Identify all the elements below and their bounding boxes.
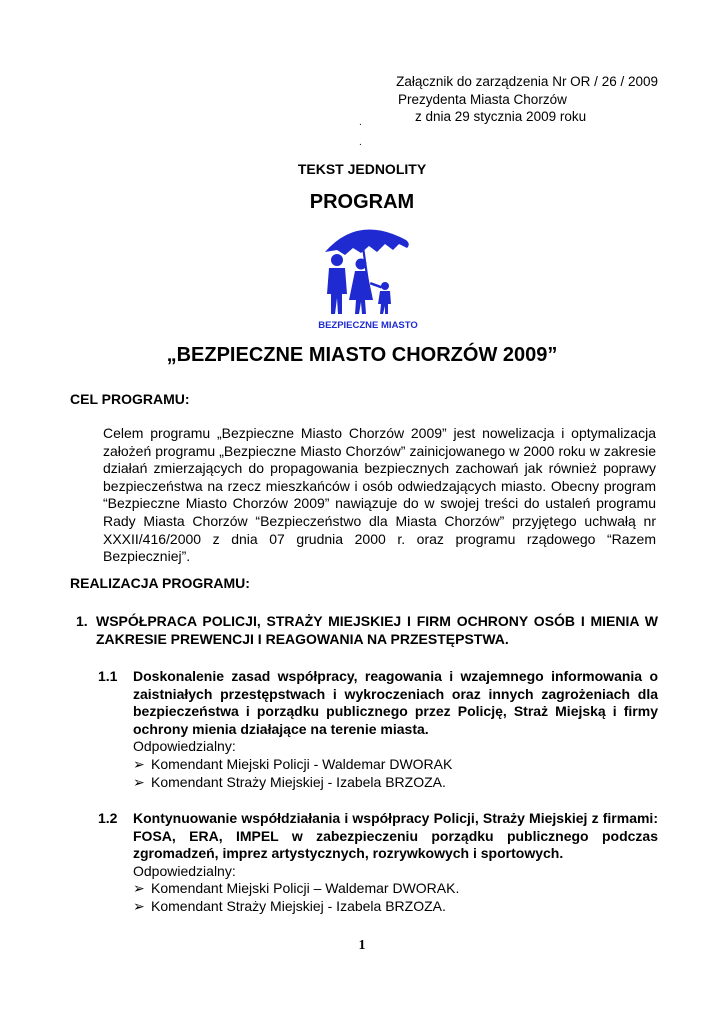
subitem-1-1-responsible-label: Odpowiedzialny: — [133, 738, 236, 755]
responsible-person: Komendant Straży Miejskiej - Izabela BRZOZA. — [151, 773, 446, 790]
arrow-bullet-icon: ➢ — [133, 897, 145, 914]
annex-reference — [340, 73, 658, 126]
stray-dot-2: . — [359, 137, 362, 148]
subitem-1-2-responsible-label: Odpowiedzialny: — [133, 862, 236, 879]
subitem-1-2-text: Kontynuowanie współdziałania i współpracy Policji, Straży Miejskiej z firmami: FOSA, ERA, IMPEL w zabezpieczeniu porządku publicznego podczas zgromadzeń, imprez artystycznych, rozrywkowych i sportowych. — [133, 810, 658, 862]
list-item — [133, 898, 658, 916]
program-title: „BEZPIECZNE MIASTO CHORZÓW 2009” — [166, 344, 558, 366]
adult-left-head — [331, 254, 343, 266]
logo-caption: BEZPIECZNE MIASTO — [318, 320, 418, 331]
annex-line-1: Załącznik do zarządzenia Nr OR / 26 / 2009 — [396, 74, 658, 89]
arrow-bullet-icon: ➢ — [133, 880, 145, 897]
adult-right-head — [356, 259, 367, 270]
subitem-1-1-responsible-list — [133, 756, 658, 791]
adult-left-body — [327, 268, 347, 314]
subitem-1-1-text: Doskonalenie zasad współpracy, reagowania i wzajemnego informowania o zaistniałych przestępstwach i wykroczeniach oraz innych zagrożeniach dla bezpieczeństwa i porządku publicznego przez Policję, Straż Miejską i firmy ochrony mienia działające na terenie miasta. — [133, 668, 658, 737]
responsible-person: Komendant Miejski Policji - Waldemar DWORAK — [151, 755, 453, 772]
subitem-1-2-number: 1.2 — [98, 810, 118, 826]
realization-item-1 — [76, 613, 658, 648]
responsible-person: Komendant Straży Miejskiej - Izabela BRZOZA. — [151, 897, 446, 914]
annex-line-3: z dnia 29 stycznia 2009 roku — [415, 109, 587, 124]
document-subtitle: TEKST JEDNOLITY — [297, 161, 427, 177]
bezpieczne-miasto-logo — [303, 222, 433, 334]
responsible-person: Komendant Miejski Policji – Waldemar DWORAK. — [151, 880, 460, 897]
umbrella-family-icon — [303, 222, 433, 334]
holding-hands — [370, 282, 382, 288]
subitem-1-1-number: 1.1 — [98, 668, 118, 684]
page-number: 1 — [358, 938, 366, 953]
umbrella-canopy — [325, 229, 409, 255]
list-item — [133, 774, 658, 792]
stray-dot-1: . — [359, 117, 362, 128]
realization-subitem-1-2 — [98, 810, 658, 916]
item-1-text: WSPÓŁPRACA POLICJI, STRAŻY MIEJSKIEJ I FIRM OCHRONY OSÓB I MIENIA W ZAKRESIE PREWENCJI I REAGOWANIA NA PRZESTĘPSTWA. — [96, 613, 658, 647]
child-head — [381, 282, 389, 290]
arrow-bullet-icon: ➢ — [133, 773, 145, 790]
realization-subitem-1-1 — [98, 668, 658, 791]
list-item — [133, 880, 658, 898]
child-body — [378, 291, 391, 314]
document-heading: PROGRAM — [309, 191, 415, 213]
adult-right-body — [349, 271, 373, 314]
arrow-bullet-icon: ➢ — [133, 755, 145, 772]
annex-line-2: Prezydenta Miasta Chorzów — [398, 91, 567, 107]
list-item — [133, 756, 658, 774]
goal-paragraph: Celem programu „Bezpieczne Miasto Chorzów 2009” jest nowelizacja i optymalizacja założeń programu „Bezpieczne Miasto Chorzów” zainicjowanego w 2000 roku w zakresie działań zmierzających do propagowania bezpiecznych zachowań jak również poprawy bezpieczeństwa na rzecz mieszkańców i osób odwiedzających miasto. Obecny program “Bezpieczne Miasto Chorzów 2009” nawiązuje do w swojej treści do ustaleń programu Rady Miasta Chorzów “Bezpieczeństwo dla Miasta Chorzów” przyjętego uchwałą nr XXXII/416/2000 z dnia 07 grudnia 2000 r. oraz programu rządowego “Razem Bezpieczniej”. — [103, 425, 656, 565]
realization-heading: REALIZACJA PROGRAMU: — [70, 575, 250, 591]
goal-heading: CEL PROGRAMU: — [70, 391, 190, 407]
subitem-1-2-responsible-list — [133, 880, 658, 915]
item-1-number: 1. — [76, 613, 88, 629]
